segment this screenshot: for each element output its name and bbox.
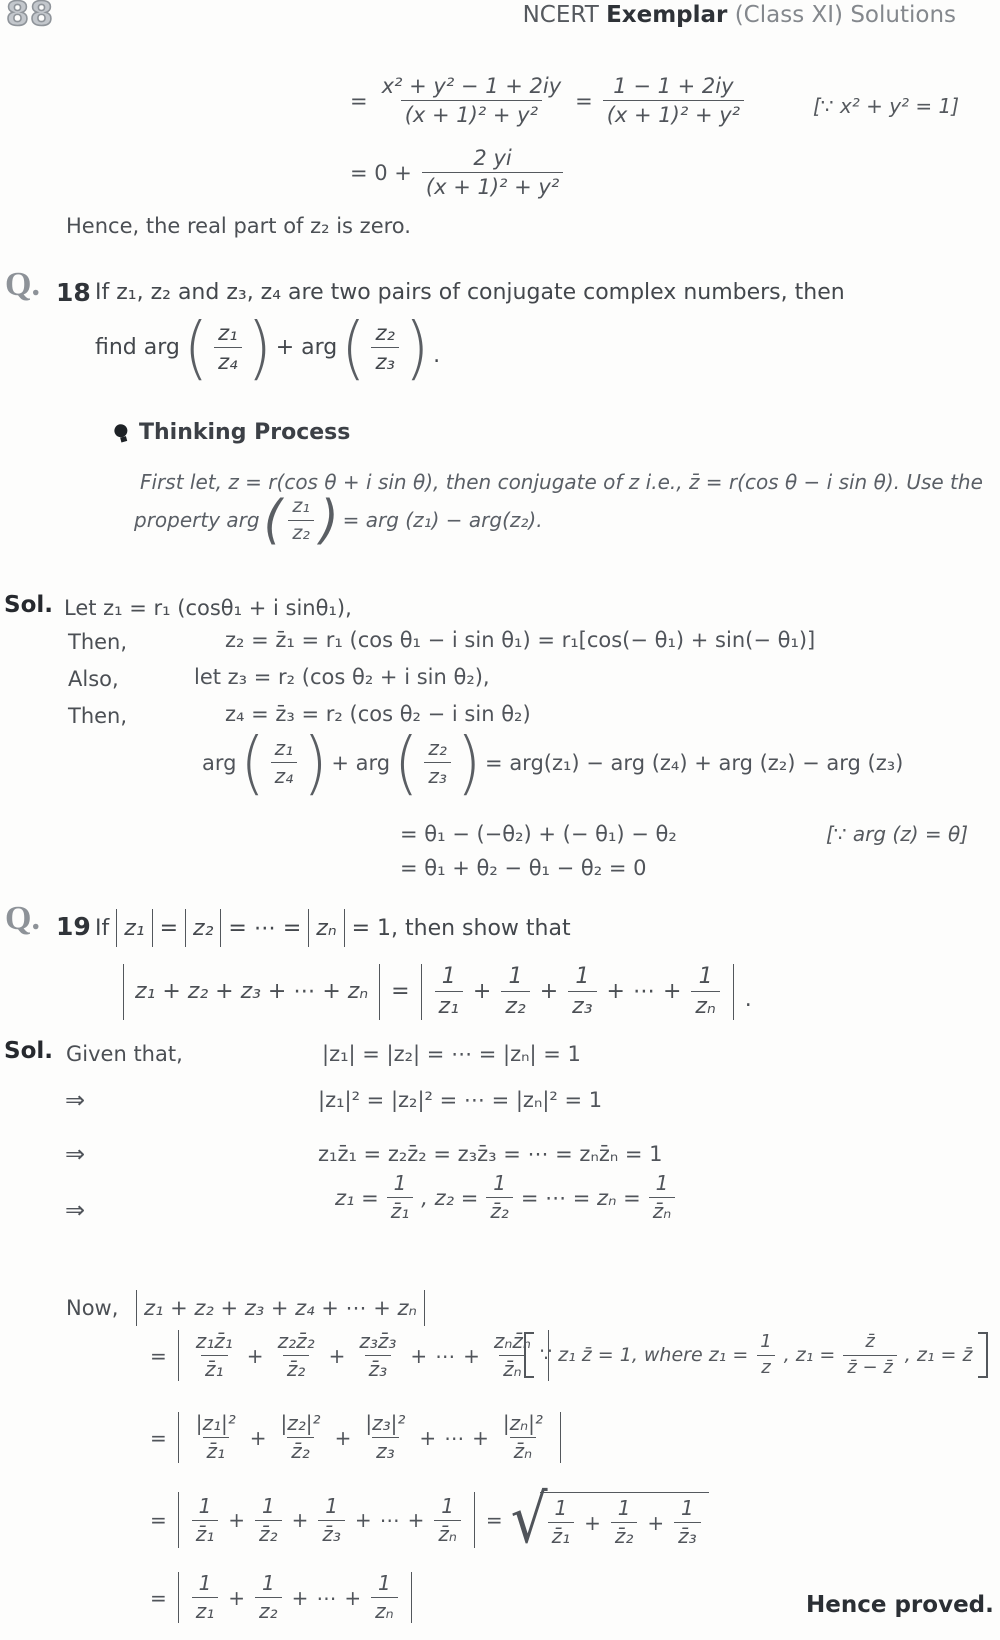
step-label: Also, — [68, 667, 119, 691]
property-label: property arg — [134, 508, 260, 533]
page-header — [523, 2, 956, 28]
fraction: $\frac{1}{\text{z̄₂}}$ — [486, 1172, 513, 1223]
abs-bar — [474, 1492, 475, 1548]
side-note-condition: [∵ x² + y² = 1] — [813, 94, 960, 118]
fraction: $\frac{1}{\text{z₁}}$ — [192, 1572, 219, 1623]
abs-bar — [560, 1412, 561, 1463]
z-equals: , z₂ = — [421, 1185, 479, 1210]
equals-dots: = ⋯ = — [228, 915, 302, 941]
plus-arg-label: + arg — [275, 335, 338, 361]
plus-sign: + — [410, 1343, 428, 1368]
abs-bar — [411, 1572, 412, 1623]
implies-arrow: ⇒ — [65, 1086, 86, 1114]
plus-arg-label: + arg — [331, 750, 391, 775]
radical-icon: √ — [510, 1480, 548, 1559]
plus-sign: + — [647, 1510, 665, 1535]
fraction: $\frac{1}{\text{z̄₂}}$ — [611, 1497, 638, 1548]
z-term: z₁ — [124, 915, 145, 941]
question-number: 18 — [56, 278, 91, 307]
thinking-line-1: First let, z = r(cos θ + i sin θ), then conjugate of z i.e., z̄ = r(cos θ − i sin θ). Use the — [140, 470, 983, 494]
abs-bar — [123, 964, 124, 1020]
question-19-identity — [120, 964, 752, 1020]
sum-expression: z₁ + z₂ + z₃ + ⋯ + zₙ — [135, 979, 369, 1005]
left-paren: ( — [341, 307, 366, 388]
note-post: , z₁ = z̄ — [904, 1344, 973, 1367]
plus-sign: + — [291, 1585, 309, 1610]
step-label: Then, — [68, 630, 128, 654]
step-label: Then, — [68, 704, 128, 728]
question-text-pre: If — [95, 915, 110, 941]
fraction: $\frac{\text{|zₙ|²}}{\text{z̄ₙ}}$ — [502, 1411, 543, 1463]
abs-bar — [178, 1412, 179, 1463]
fraction: $\frac{\text{z₂z̄₂}}{\text{z̄₂}}$ — [277, 1329, 315, 1381]
now-expression — [133, 1290, 428, 1326]
derivation-row-2 — [150, 1412, 564, 1463]
arg-label: arg — [202, 750, 237, 775]
equals-sign: = — [391, 979, 410, 1005]
property-rhs: = arg (z₁) − arg(z₂). — [342, 508, 543, 533]
fraction: $\frac{1}{\text{z₂}}$ — [255, 1572, 282, 1623]
equals-sign: = — [150, 1343, 167, 1368]
fraction: $\frac{1}{\text{z̄₃}}$ — [318, 1495, 345, 1546]
abs-bar — [344, 909, 345, 947]
equals-sign: = — [350, 88, 368, 113]
plus-sign: + — [328, 1343, 346, 1368]
z-equals: z₁ = — [335, 1185, 379, 1210]
fraction: $\frac{\text{zₙz̄ₙ}}{\text{z̄ₙ}}$ — [493, 1329, 531, 1381]
derivation-line: |z₁|² = |z₂|² = ⋯ = |zₙ|² = 1 — [318, 1088, 603, 1112]
fraction: $\frac{\text{z₂}}{\text{z₃}}$ — [371, 321, 398, 374]
fraction: $\frac{1}{\text{z₃}}$ — [568, 964, 596, 1020]
header-pre: NCERT — [522, 2, 607, 28]
cdots: ⋯ — [435, 1343, 456, 1368]
abs-bar — [116, 909, 117, 947]
conclusion-text: Hence, the real part of z₂ is zero. — [66, 214, 411, 238]
right-paren: ) — [303, 722, 328, 803]
fraction: $\frac{\text{z₁}}{\text{z₂}}$ — [288, 496, 314, 545]
fraction: $\frac{1}{\text{z̄₁}}$ — [548, 1497, 575, 1548]
left-paren: ( — [240, 722, 265, 803]
header-post: (Class XI) Solutions — [727, 2, 956, 28]
plus-sign: + — [539, 979, 559, 1005]
equation-line: let z₃ = r₂ (cos θ₂ + i sin θ₂), — [194, 665, 490, 689]
cdots: ⋯ — [444, 1425, 465, 1450]
question-marker: Q. — [5, 266, 40, 303]
abs-bar — [379, 964, 380, 1020]
arg-equation-rhs: = arg(z₁) − arg (z₄) + arg (z₂) − arg (z₃) — [485, 750, 904, 775]
fraction: $\frac{1}{\text{z₁}}$ — [435, 964, 463, 1020]
question-text — [95, 908, 571, 948]
plus-sign: + — [291, 1508, 309, 1532]
question-18-expression — [95, 307, 441, 388]
abs-bar — [220, 909, 221, 947]
question-marker: Q. — [5, 900, 40, 937]
thinking-process-header — [115, 420, 350, 445]
now-label: Now, — [66, 1296, 119, 1320]
solution-line: Let z₁ = r₁ (cosθ₁ + i sinθ₁), — [64, 596, 352, 620]
plus-sign: + — [228, 1508, 246, 1532]
derivation-line-fractions — [335, 1172, 677, 1223]
plus-sign: + — [472, 1425, 489, 1450]
equation-prefix: = 0 + — [350, 160, 412, 185]
equation-line: z₂ = z̄₁ = r₁ (cos θ₁ − i sin θ₁) = r₁[cos(− θ₁) + sin(− θ₁)] — [225, 628, 816, 652]
page-number: 88 — [6, 0, 54, 33]
period: . — [744, 986, 752, 1012]
plus-sign: + — [354, 1508, 372, 1532]
right-paren: ) — [456, 722, 482, 803]
equals-sign: = — [150, 1508, 167, 1532]
bulb-icon — [113, 422, 131, 443]
fraction: $\frac{\text{z₂}}{\text{z₃}}$ — [424, 737, 451, 788]
implies-arrow: ⇒ — [65, 1196, 86, 1224]
fraction: $\frac{\text{z₁z̄₁}}{\text{z̄₁}}$ — [195, 1329, 233, 1381]
abs-bar — [424, 1290, 425, 1326]
equation-top-1 — [350, 74, 746, 127]
plus-sign: + — [606, 979, 625, 1005]
left-bracket — [524, 1332, 534, 1378]
fraction: $\frac{\text{z₁}}{\text{z₄}}$ — [214, 321, 241, 374]
implies-arrow: ⇒ — [65, 1140, 86, 1168]
question-text: If z₁, z₂ and z₃, z₄ are two pairs of conjugate complex numbers, then — [95, 280, 845, 305]
fraction: $\frac{\text{x² + y² − 1 + 2iy}}{\text{(x + 1)² + y²}}$ — [381, 74, 562, 128]
theta-line-1: = θ₁ − (−θ₂) + (− θ₁) − θ₂ — [400, 822, 677, 846]
equals-sign: = — [575, 88, 593, 113]
z-term: z₂ — [193, 915, 214, 941]
fraction: $\frac{1}{\text{zₙ}}$ — [371, 1572, 397, 1623]
fraction: $\frac{\text{|z₁|²}}{\text{z̄₁}}$ — [195, 1411, 236, 1463]
equation-line: z₄ = z̄₃ = r₂ (cos θ₂ − i sin θ₂) — [225, 702, 531, 726]
right-bracket — [978, 1332, 988, 1378]
square-root — [510, 1480, 709, 1559]
fraction: $\frac{\text{z₃z̄₃}}{\text{z̄₃}}$ — [359, 1329, 397, 1381]
given-label: Given that, — [66, 1042, 183, 1066]
find-arg-label: find arg — [95, 335, 180, 361]
left-paren: ( — [394, 722, 419, 803]
sum-expression: z₁ + z₂ + z₃ + z₄ + ⋯ + zₙ — [144, 1296, 417, 1320]
solution-label: Sol. — [4, 1038, 53, 1064]
abs-bar — [733, 964, 734, 1020]
fraction: $\frac{\text{z₁}}{\text{z₄}}$ — [271, 737, 298, 788]
question-text-post: = 1, then show that — [351, 915, 571, 941]
fraction: $\frac{\text{|z₂|²}}{\text{z̄₂}}$ — [280, 1411, 321, 1463]
plus-sign: + — [419, 1425, 437, 1450]
abs-bar — [152, 909, 153, 947]
plus-sign: + — [249, 1425, 267, 1450]
fraction: $\frac{1}{\text{z₂}}$ — [501, 964, 529, 1020]
note-pre: ∵ z₁ z̄ = 1, where z₁ = — [540, 1344, 749, 1367]
hence-proved-text: Hence proved. — [806, 1592, 994, 1618]
period: . — [433, 342, 441, 368]
fraction: $\frac{1}{\text{z̄₁}}$ — [387, 1172, 414, 1223]
right-paren: ) — [404, 307, 430, 388]
equals-sign: = — [159, 915, 179, 941]
fraction: $\frac{1}{z}$ — [756, 1332, 775, 1378]
abs-bar — [178, 1330, 179, 1381]
fraction: $\frac{1}{\text{zₙ}}$ — [691, 964, 719, 1020]
fraction: $\frac{1}{\text{z̄₃}}$ — [674, 1497, 701, 1548]
derivation-line: z₁z̄₁ = z₂z̄₂ = z₃z̄₃ = ⋯ = zₙz̄ₙ = 1 — [318, 1142, 663, 1166]
plus-sign: + — [407, 1508, 425, 1532]
abs-bar — [178, 1572, 179, 1623]
plus-sign: + — [662, 979, 682, 1005]
theta-line-2: = θ₁ + θ₂ − θ₁ − θ₂ = 0 — [400, 856, 647, 880]
thinking-line-2 — [134, 488, 543, 551]
abs-bar — [178, 1492, 179, 1548]
question-number: 19 — [56, 912, 91, 941]
derivation-row-1 — [150, 1330, 552, 1381]
derivation-row-4 — [150, 1572, 415, 1623]
thinking-process-title: Thinking Process — [139, 420, 351, 445]
z-equals: = ⋯ = zₙ = — [520, 1185, 641, 1210]
note-mid: , z₁ = — [783, 1344, 836, 1367]
solution-label: Sol. — [4, 592, 53, 618]
fraction: $\frac{\text{|z₃|²}}{\text{z₃}}$ — [365, 1411, 406, 1463]
plus-sign: + — [228, 1585, 246, 1610]
cdots: ⋯ — [632, 979, 655, 1005]
abs-bar — [421, 964, 422, 1020]
left-paren: ( — [183, 307, 209, 388]
fraction: $\frac{1 - 1 + 2iy}{\text{(x + 1)² + y²}}$ — [603, 74, 744, 127]
square-root-body — [540, 1492, 709, 1548]
bracket-note — [524, 1332, 988, 1378]
plus-sign: + — [334, 1425, 352, 1450]
fraction: $\frac{1}{\text{z̄₁}}$ — [192, 1495, 219, 1546]
fraction: $\frac{z̄}{z̄ - z̄}$ — [843, 1332, 896, 1378]
fraction: $\frac{1}{\text{z̄ₙ}}$ — [649, 1172, 675, 1223]
z-term: zₙ — [316, 915, 337, 941]
fraction: $\frac{1}{\text{z̄ₙ}}$ — [434, 1495, 460, 1546]
plus-sign: + — [463, 1343, 480, 1368]
abs-bar — [185, 909, 186, 947]
plus-sign: + — [584, 1510, 601, 1535]
arg-equation-line — [202, 722, 904, 803]
plus-sign: + — [344, 1585, 362, 1610]
given-equation: |z₁| = |z₂| = ⋯ = |zₙ| = 1 — [322, 1042, 581, 1066]
equation-top-2 — [350, 146, 565, 199]
right-paren: ) — [319, 488, 339, 551]
equals-sign: = — [485, 1508, 503, 1532]
derivation-row-3 — [150, 1480, 709, 1559]
right-paren: ) — [247, 307, 272, 388]
fraction: $\frac{2 yi}{\text{(x + 1)² + y²}}$ — [422, 146, 563, 199]
header-bold: Exemplar — [606, 2, 728, 28]
equals-sign: = — [150, 1585, 167, 1610]
equals-sign: = — [150, 1425, 167, 1450]
left-paren: ( — [263, 488, 283, 551]
cdots: ⋯ — [316, 1585, 337, 1610]
abs-bar — [308, 909, 309, 947]
abs-bar — [136, 1290, 137, 1326]
cdots: ⋯ — [379, 1508, 400, 1532]
plus-sign: + — [246, 1343, 264, 1368]
side-note-arg: [∵ arg (z) = θ] — [826, 822, 969, 846]
fraction: $\frac{1}{\text{z̄₂}}$ — [255, 1495, 282, 1546]
plus-sign: + — [472, 979, 492, 1005]
